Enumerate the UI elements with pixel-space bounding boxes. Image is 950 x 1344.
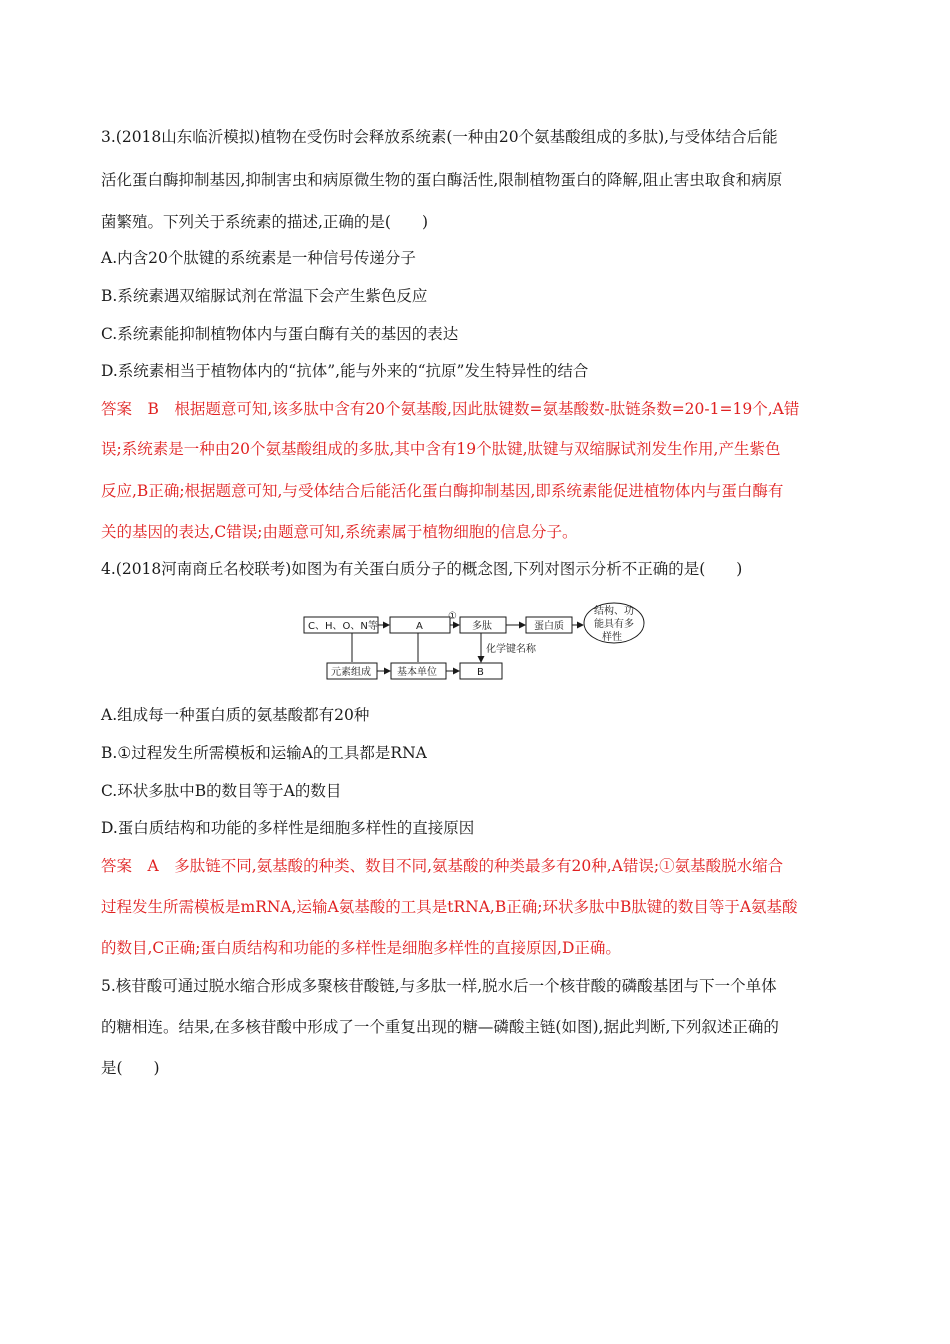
q3-stem-line-1: 3.(2018山东临沂模拟)植物在受伤时会释放系统素(一种由20个氨基酸组成的多肽),与受体结合后能 — [101, 128, 778, 146]
q3-option-b: B.系统素遇双缩脲试剂在常温下会产生紫色反应 — [101, 287, 428, 305]
q3-option-d: D.系统素相当于植物体内的“抗体”,能与外来的“抗原”发生特异性的结合 — [101, 362, 589, 380]
q3-option-a: A.内含20个肽键的系统素是一种信号传递分子 — [101, 249, 416, 267]
q4-option-c: C.环状多肽中B的数目等于A的数目 — [101, 782, 342, 800]
q4-answer-line-1: 答案 A 多肽链不同,氨基酸的种类、数目不同,氨基酸的种类最多有20种,A错误;①氨基酸脱水缩合 — [101, 857, 784, 875]
ellipse-line-2: 能具有多 — [594, 619, 634, 630]
label-chno: C、H、O、N等 — [308, 621, 378, 632]
ellipse-line-3: 样性 — [602, 632, 622, 643]
q4-answer-line-2: 过程发生所需模板是mRNA,运输A氨基酸的工具是tRNA,B正确;环状多肽中B肽键的数目等于A氨基酸 — [101, 898, 798, 916]
label-protein: 蛋白质 — [534, 621, 564, 632]
ellipse-line-1: 结构、功 — [594, 606, 634, 617]
q4-option-a: A.组成每一种蛋白质的氨基酸都有20种 — [101, 706, 370, 724]
q3-answer-line-2: 误;系统素是一种由20个氨基酸组成的多肽,其中含有19个肽键,肽键与双缩脲试剂发生作用,产生紫色 — [101, 440, 781, 458]
q4-stem: 4.(2018河南商丘名校联考)如图为有关蛋白质分子的概念图,下列对图示分析不正确的是( ) — [101, 560, 743, 578]
q3-stem-line-3: 菌繁殖。下列关于系统素的描述,正确的是( ) — [101, 213, 429, 231]
protein-concept-diagram — [300, 590, 660, 690]
q3-answer-line-1: 答案 B 根据题意可知,该多肽中含有20个氨基酸,因此肽键数=氨基酸数-肽链条数=20-1=19个,A错 — [101, 400, 800, 418]
label-elements: 元素组成 — [331, 667, 371, 678]
label-peptide: 多肽 — [472, 621, 492, 632]
q3-answer-line-3: 反应,B正确;根据题意可知,与受体结合后能活化蛋白酶抑制基因,即系统素能促进植物体内与蛋白酶有 — [101, 482, 784, 500]
q3-option-c: C.系统素能抑制植物体内与蛋白酶有关的基因的表达 — [101, 325, 459, 343]
q3-stem-line-2: 活化蛋白酶抑制基因,抑制害虫和病原微生物的蛋白酶活性,限制植物蛋白的降解,阻止害虫取食和病原 — [101, 171, 783, 189]
q5-stem-line-3: 是( ) — [101, 1059, 160, 1077]
q4-option-d: D.蛋白质结构和功能的多样性是细胞多样性的直接原因 — [101, 819, 475, 837]
q3-answer-line-4: 关的基因的表达,C错误;由题意可知,系统素属于植物细胞的信息分子。 — [101, 523, 578, 541]
label-b: B — [477, 667, 484, 678]
q5-stem-line-1: 5.核苷酸可通过脱水缩合形成多聚核苷酸链,与多肽一样,脱水后一个核苷酸的磷酸基团与下一个单体 — [101, 977, 777, 995]
label-a: A — [416, 621, 423, 632]
label-bond-name: 化学键名称 — [486, 644, 536, 655]
q4-option-b: B.①过程发生所需模板和运输A的工具都是RNA — [101, 744, 427, 762]
label-unit: 基本单位 — [397, 667, 437, 678]
q4-answer-line-3: 的数目,C正确;蛋白质结构和功能的多样性是细胞多样性的直接原因,D正确。 — [101, 939, 621, 957]
label-step-1: ① — [448, 611, 457, 622]
q5-stem-line-2: 的糖相连。结果,在多核苷酸中形成了一个重复出现的糖—磷酸主链(如图),据此判断,下列叙述正确的 — [101, 1018, 779, 1036]
